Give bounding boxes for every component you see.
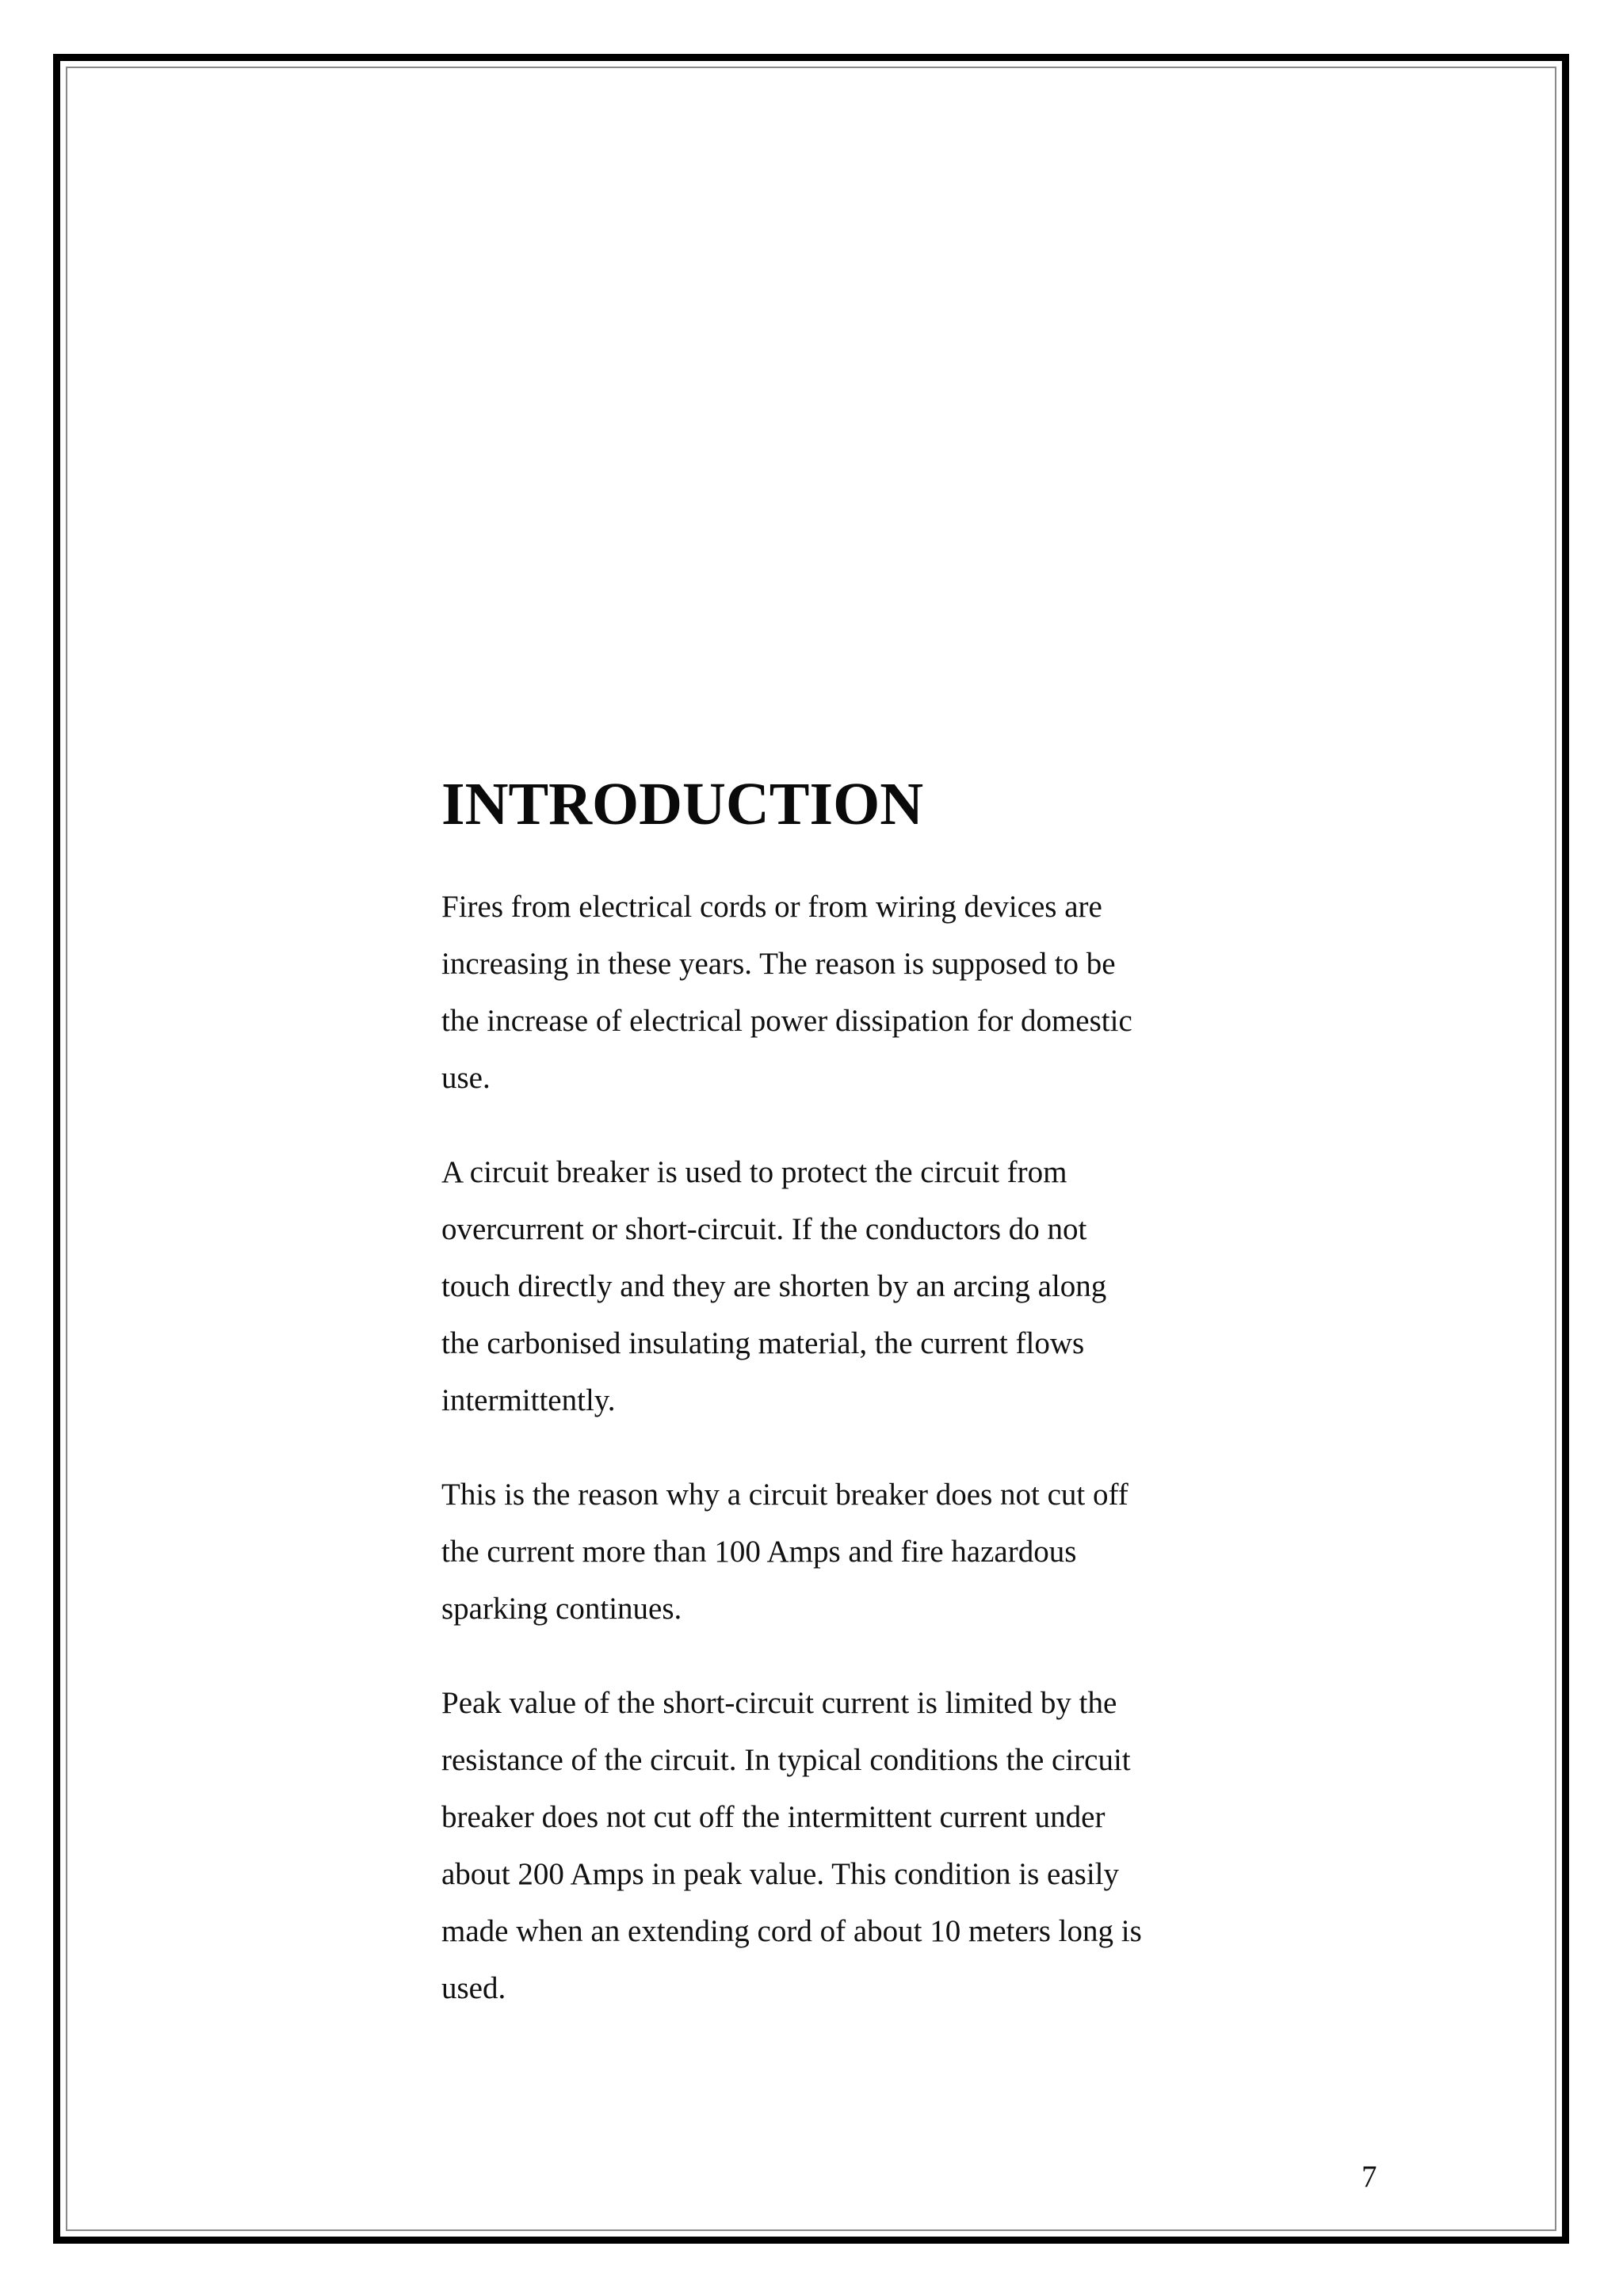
page-number: 7 (1361, 2160, 1377, 2194)
paragraph-1: Fires from electrical cords or from wiring devices are increasing in these years. The reason is supposed to be the increase of electrical power dissipation for domestic use. (441, 890, 1132, 1095)
section-heading: INTRODUCTION (441, 771, 924, 837)
page-content (441, 765, 1234, 2017)
paragraph-3: This is the reason why a circuit breaker does not cut off the current more than 100 Amps and fire hazardous sparking continues. (441, 1478, 1128, 1626)
paragraph-2: A circuit breaker is used to protect the circuit from overcurrent or short-circuit. If the conductors do not touch directly and they are shorten by an arcing along the carbonised insulating material, the current flows intermittently. (441, 1155, 1107, 1417)
paragraph-4: Peak value of the short-circuit current is limited by the resistance of the circuit. In typical conditions the circuit breaker does not cut off the intermittent current under about 200 Amps in peak value. This condition is easily made when an extending cord of about 10 meters long is used. (441, 1686, 1142, 2005)
